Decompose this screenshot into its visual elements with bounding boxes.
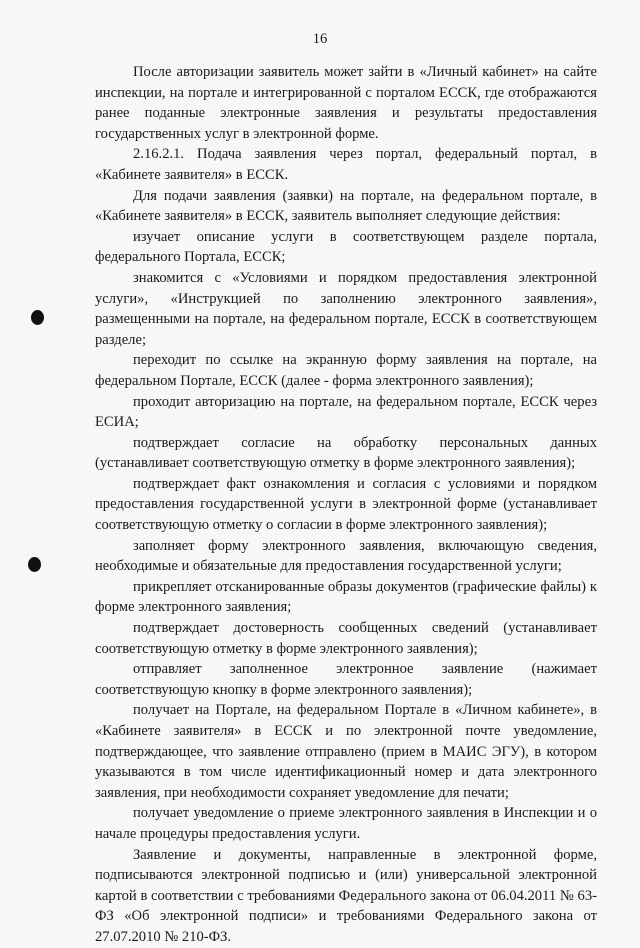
paragraph-step-consent-terms: подтверждает факт ознакомления и согласия с условиями и порядком предоставления государственной услуги в электронной форме (устанавливает соответствующую отметку о согласии в форме электронного заявления);: [95, 475, 597, 534]
paragraph-step-attach: прикрепляет отсканированные образы документов (графические файлы) к форме электронного заявления;: [95, 578, 597, 616]
paragraph-personal-cabinet: После авторизации заявитель может зайти в «Личный кабинет» на сайте инспекции, на портале и интегрированной с порталом ЕССК, где отображаются ранее поданные электронные заявления и результаты предоставления государственных услуг в электронной форме.: [95, 64, 597, 142]
paragraph-step-fill-form: заполняет форму электронного заявления, включающую сведения, необходимые и обязательные для предоставления государственной услуги;: [95, 537, 597, 575]
paragraph-signature-law: Заявление и документы, направленные в электронной форме, подписываются электронной подписью и (или) универсальной электронной картой в соответствии с требованиями Федерального закона от 06.04.2011 № 63-ФЗ «Об электронной подписи» и требованиями Федерального закона от 27.07.2010 № 210-ФЗ.: [95, 846, 597, 945]
paragraph-step-send: отправляет заполненное электронное заявление (нажимает соответствующую кнопку в форме электронного заявления);: [95, 661, 597, 698]
paragraph-step-study: изучает описание услуги в соответствующем разделе портала, федерального Портала, ЕССК;: [95, 228, 597, 266]
paragraph-section-heading: 2.16.2.1. Подача заявления через портал, федеральный портал, в «Кабинете заявителя» в ЕССК.: [95, 146, 597, 183]
punch-hole-mark: [28, 557, 41, 572]
paragraph-step-authorize: проходит авторизацию на портале, на федеральном портале, ЕССК через ЕСИА;: [95, 393, 597, 431]
page-number: 16: [312, 31, 328, 47]
paragraph-step-follow-link: переходит по ссылке на экранную форму заявления на портале, на федеральном Портале, ЕССК (далее - форма электронного заявления);: [95, 352, 597, 389]
paragraph-step-confirm: подтверждает достоверность сообщенных сведений (устанавливает соответствующую отметку в форме электронного заявления);: [95, 620, 597, 657]
paragraph-step-notification: получает на Портале, на федеральном Портале в «Личном кабинете», в «Кабинете заявителя» в ЕССК и по электронной почте уведомление, подтверждающее, что заявление отправлено (прием в МАИС ЭГУ), в котором указываются в том числе идентификационный номер и дата электронного заявления, при необходимости сохраняет уведомление для печати;: [95, 702, 597, 801]
punch-hole-mark: [31, 310, 44, 325]
paragraph-step-acceptance: получает уведомление о приеме электронного заявления в Инспекции и о начале процедуры предоставления услуги.: [95, 805, 597, 842]
paragraph-steps-intro: Для подачи заявления (заявки) на портале, на федеральном портале, в «Кабинете заявителя» в ЕССК, заявитель выполняет следующие действия:: [95, 187, 597, 225]
paragraph-step-consent-data: подтверждает согласие на обработку персональных данных (устанавливает соответствующую отметку в форме электронного заявления);: [95, 434, 597, 472]
paragraph-step-familiarize: знакомится с «Условиями и порядком предоставления электронной услуги», «Инструкцией по заполнению электронного заявления», размещенными на портале, на федеральном портале, ЕССК в соответствующем разделе;: [95, 269, 597, 348]
document-body: [95, 62, 597, 948]
